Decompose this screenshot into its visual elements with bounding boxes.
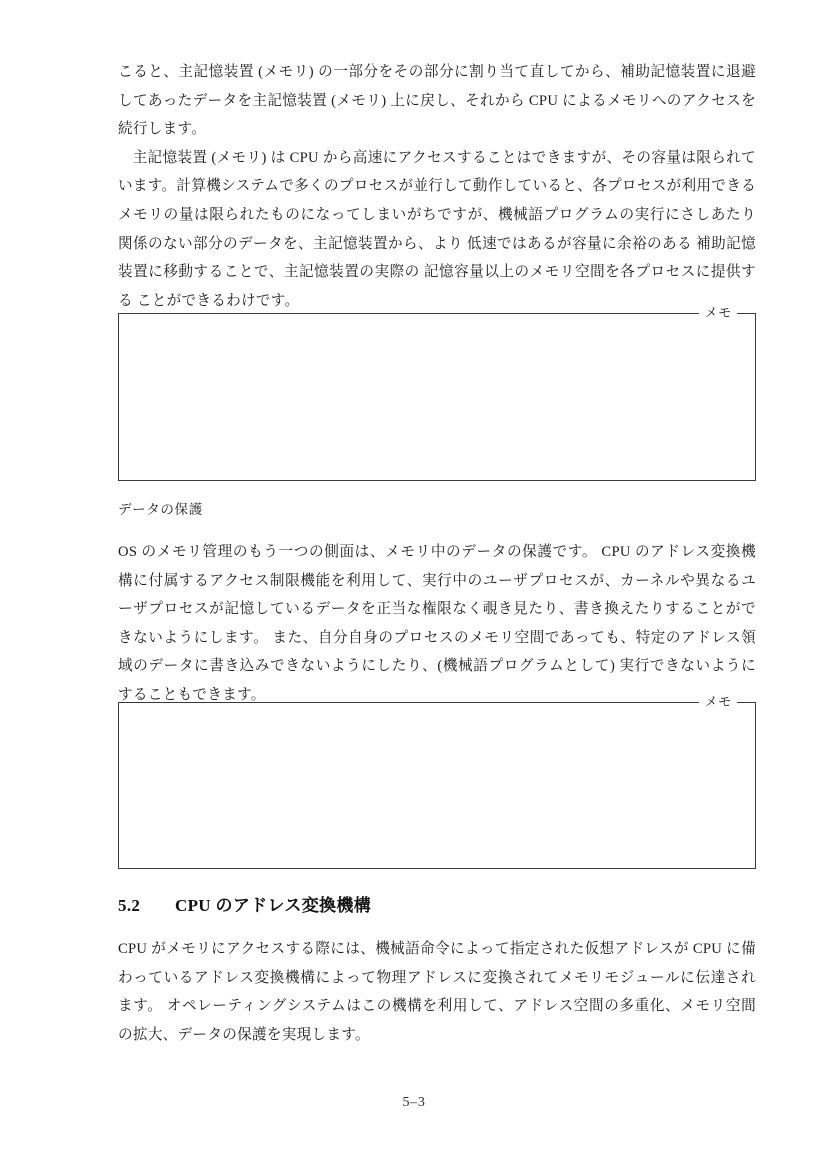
paragraph-block-memory-management (118, 58, 756, 315)
memo-writing-area[interactable] (119, 703, 755, 868)
paragraph-block-data-protection (118, 538, 756, 710)
paragraph-continued-text: こると、主記憶装置 (メモリ) の一部分をその部分に割り当て直してから、補助記憶装置に退避してあったデータを主記憶装置 (メモリ) 上に戻し、それから CPU によるメモリへのアクセスを続行します。 (118, 64, 756, 138)
paragraph-main-memory-capacity: 主記憶装置 (メモリ) は CPU から高速にアクセスすることはできますが、その容量は限られています。計算機システムで多くのプロセスが並行して動作していると、各プロセスが利用できるメモリの量は限られたものになってしまいがちですが、機械語プログラムの実行にさしあたり 関係のない部分のデータを、主記憶装置から、より 低速ではあるが容量に余裕のある 補助記憶装置に移動することで、主記憶装置の実際の 記憶容量以上のメモリ空間を各プロセスに提供する ことができるわけです。 (118, 149, 756, 309)
memo-box-1[interactable] (118, 305, 756, 481)
paragraph-cpu-address-translation: CPU がメモリにアクセスする際には、機械語命令によって指定された仮想アドレスが CPU に備わっているアドレス変換機構によって物理アドレスに変換されてメモリモジュールに伝達されます。 オペレーティングシステムはこの機構を利用して、アドレス空間の多重化、メモリ空間の拡大、データの保護を実現します。 (118, 941, 756, 1043)
memo-box-2[interactable] (118, 694, 756, 869)
paragraph-os-memory-protection: OS のメモリ管理のもう一つの側面は、メモリ中のデータの保護です。 CPU のアドレス変換機構に付属するアクセス制限機能を利用して、実行中のユーザプロセスが、カーネルや異なるユーザプロセスが記憶しているデータを正当な権限なく覗き見たり、書き換えたりすることができないようにします。 また、自分自身のプロセスのメモリ空間であっても、特定のアドレス領域のデータに書き込みできないようにしたり、(機械語プログラムとして) 実行できないようにすることもできます。 (118, 544, 756, 703)
page-number: 5–3 (402, 1095, 426, 1110)
section-heading-5-2: 5.2 CPU のアドレス変換機構 (118, 896, 372, 915)
paragraph-block-address-translation (118, 935, 756, 1049)
memo-label: メモ (699, 303, 737, 323)
memo-label: メモ (699, 692, 737, 712)
memo-writing-area[interactable] (119, 314, 755, 480)
subheading-data-protection: データの保護 (118, 502, 203, 518)
